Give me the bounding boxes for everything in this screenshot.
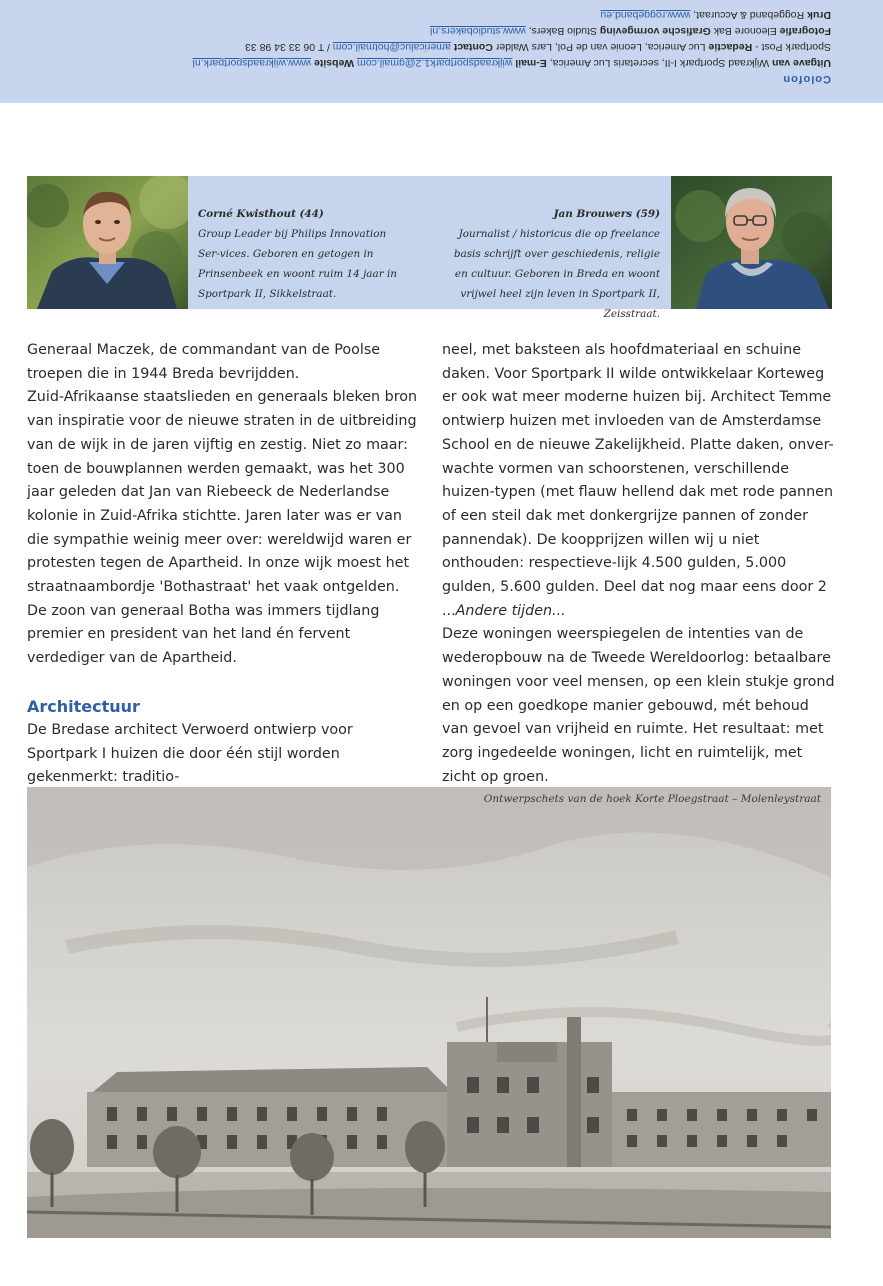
paragraph-temme xyxy=(442,339,837,623)
fotografie-label: Fotografie xyxy=(779,25,831,37)
author-info-jan xyxy=(444,204,660,324)
author-photo-corne xyxy=(27,176,188,309)
email-link[interactable]: wijkraadsportpark1.2@gmail.com xyxy=(356,57,513,69)
contact-phone: / T 06 33 34 98 33 xyxy=(245,41,330,53)
colofon-rotated xyxy=(0,0,883,103)
colofon-band xyxy=(0,0,883,103)
author-bio-corne: Group Leader bij Philips Innovation Ser-vices. Geboren en getogen in Prinsenbeek en woont ruim 14 jaar in Sportpark II, Sikkelstraat. xyxy=(198,228,397,300)
author-photo-jan xyxy=(671,176,832,309)
andere-tijden-italic: Andere tijden... xyxy=(455,602,566,619)
vormgeving-link[interactable]: www.studiobakers.nl xyxy=(430,25,526,37)
line2-text: Sportpark Post - xyxy=(755,41,831,53)
section-heading-architectuur: Architectuur xyxy=(27,696,140,716)
druk-label: Druk xyxy=(807,9,831,21)
druk-text: Roggeband & Accuraat, xyxy=(693,9,805,21)
uitgave-text: Wijkraad Sportpark I-II, secretaris Luc America, xyxy=(549,57,770,69)
author-info-corne xyxy=(198,204,408,304)
paragraph-verwoerd: De Bredase architect Verwoerd ontwierp voor Sportpark I huizen die door één stijl worden gekenmerkt: traditio- xyxy=(27,721,353,786)
colofon-line-uitgave xyxy=(41,55,831,71)
author-band xyxy=(27,176,832,320)
article-column-right xyxy=(442,339,837,789)
architecture-sketch xyxy=(27,787,831,1238)
fotografie-text: Eleonore Bak xyxy=(713,25,777,37)
author-name-jan: Jan Brouwers (59) xyxy=(553,208,660,220)
colofon-line-druk xyxy=(41,7,831,23)
druk-link[interactable]: www.roggeband.eu xyxy=(600,9,691,21)
vormgeving-text: Studio Bakers, xyxy=(528,25,597,37)
paragraph-gap xyxy=(27,671,419,695)
contact-label: Contact xyxy=(453,41,493,53)
paragraph-maczek: Generaal Maczek, de commandant van de Poolse troepen die in 1944 Breda bevrijdden. xyxy=(27,342,381,382)
uitgave-label: Uitgave van xyxy=(772,57,831,69)
author-name-corne: Corné Kwisthout (44) xyxy=(198,208,324,220)
sketch-caption: Ontwerpschets van de hoek Korte Ploegstraat – Molenleystraat xyxy=(483,793,821,805)
author-bio-jan: Journalist / historicus die op freelance basis schrijft over geschiedenis, religie en cultuur. Geboren in Breda en woont vrijwel heel zijn leven in Sportpark II, Zeisstraat. xyxy=(453,228,660,320)
redactie-text: Luc America, Leonie van de Pol, Lars Walder xyxy=(495,41,706,53)
paragraph-wederopbouw: Deze woningen weerspiegelen de intenties van de wederopbouw na de Tweede Wereldoorlog: betaalbare woningen voor veel mensen, op een klein stukje grond en op een goedkope manier gebouwd, mét behoud van gevoel van vrijheid en ruimte. Het resultaat: met zorg ingedeelde woningen, licht en ruimtelijk, met zicht op groen. xyxy=(442,626,835,785)
email-label: E-mail xyxy=(515,57,547,69)
article-column-left xyxy=(27,339,419,790)
sketch-drawing-svg xyxy=(27,787,831,1238)
redactie-label: Redactie xyxy=(708,41,753,53)
colofon-lines xyxy=(41,7,831,87)
vormgeving-label: Grafische vormgeving xyxy=(599,25,711,37)
colofon-title: Colofon xyxy=(782,73,831,85)
portrait-corne-svg xyxy=(27,176,188,309)
portrait-jan-svg xyxy=(671,176,832,309)
colofon-line-fotografie xyxy=(41,23,831,39)
colofon-line-redactie xyxy=(41,39,831,55)
contact-email-link[interactable]: americaluc@hotmail.com xyxy=(332,41,451,53)
paragraph-temme-text: neel, met baksteen als hoofdmateriaal en schuine daken. Voor Sportpark II wilde ontwikkelaar Korteweg er ook wat meer moderne huizen bij. Architect Temme ontwierp huizen met invloeden van de Amsterdamse School en de nieuwe Zakelijkheid. Platte daken, onver-wachte vormen van schoorstenen, verschillende huizen-typen (met flauw hellend dak met rode pannen of een steil dak met donkergrijze pannen of zonder pannendak). De koopprijzen willen wij u niet onthouden: respectieve-lijk 4.500 gulden, 5.000 gulden, 5.600 gulden. Deel dat nog maar eens door 2 ... xyxy=(442,342,834,619)
paragraph-zuid-afrika: Zuid-Afrikaanse staatslieden en generaals bleken bron van inspiratie voor de nieuwe straten in de uitbreiding van de wijk in de jaren vijftig en zestig. Niet zo maar: toen de bouwplannen werden gemaakt, was het 300 jaar geleden dat Jan van Riebeeck de Nederlandse kolonie in Zuid-Afrika stichtte. Jaren later was er van die sympathie weinig meer over: wereldwijd waren er protesten tegen de Apartheid. In onze wijk moest het straatnaambordje 'Bothastraat' het vaak ontgelden. De zoon van generaal Botha was immers tijdlang premier en president van het land én fervent verdediger van de Apartheid. xyxy=(27,389,418,667)
website-link[interactable]: www.wijkraadsportpark.nl xyxy=(192,57,312,69)
website-label: Website xyxy=(313,57,355,69)
